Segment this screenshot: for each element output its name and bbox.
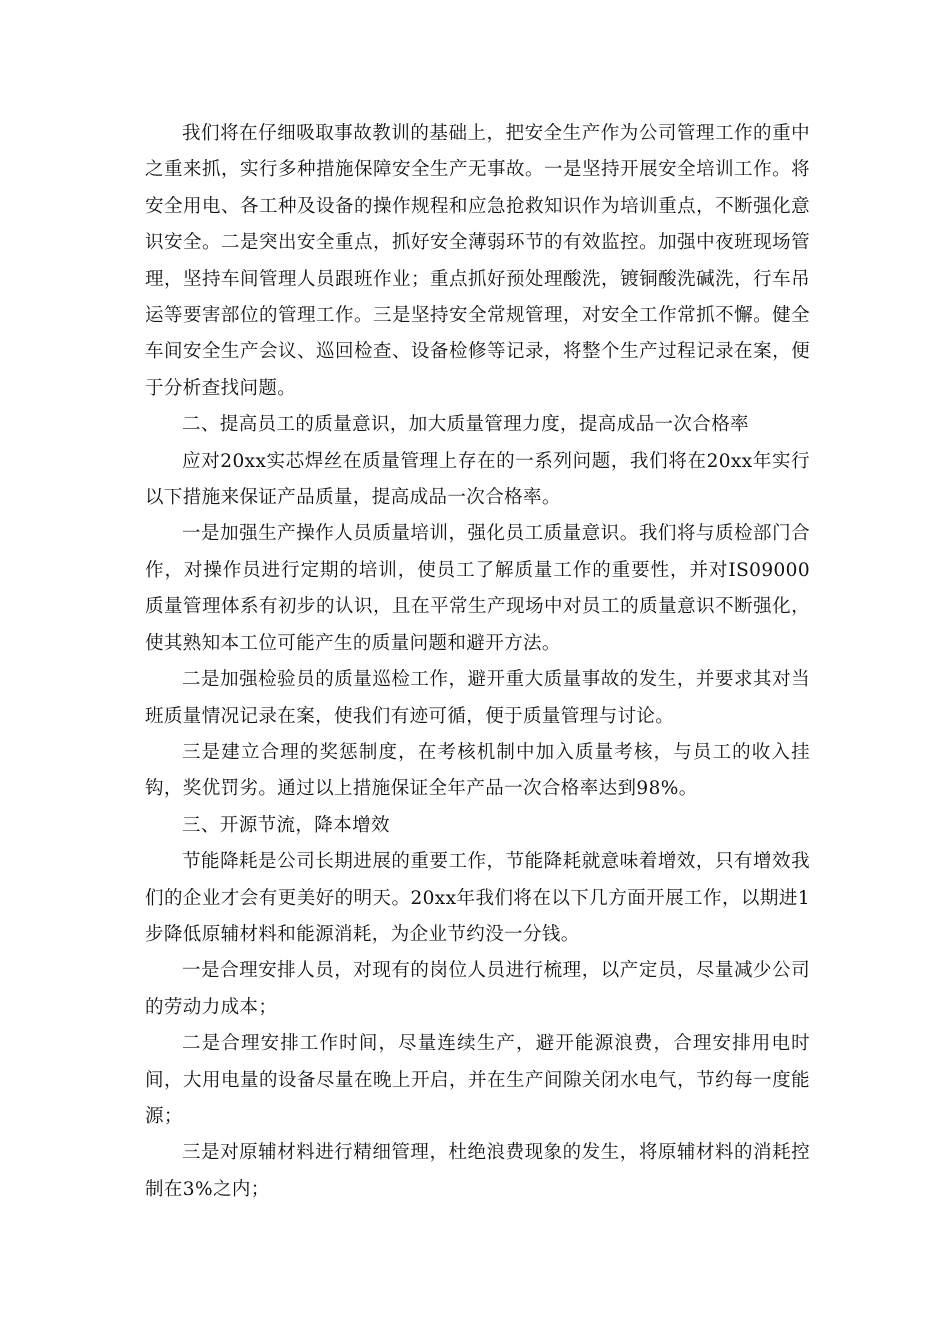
paragraph-work-time: 二是合理安排工作时间，尽量连续生产，避开能源浪费，合理安排用电时间，大用电量的设备尽量在晚上开启，并在生产间隙关闭水电气，节约每一度能源； xyxy=(145,1033,810,1127)
paragraph-energy-saving: 节能降耗是公司长期进展的重要工作，节能降耗就意味着增效，只有增效我们的企业才会有更美好的明天。20xx年我们将在以下几方面开展工作，以期进1步降低原辅材料和能源消耗，为企业节约没一分钱。 xyxy=(145,851,810,945)
paragraph-reward-system: 三是建立合理的奖惩制度，在考核机制中加入质量考核，与员工的收入挂钩，奖优罚劣。通过以上措施保证全年产品一次合格率达到98%。 xyxy=(145,741,810,800)
paragraph-quality-inspection: 二是加强检验员的质量巡检工作，避开重大质量事故的发生，并要求其对当班质量情况记录在案，使我们有迹可循，便于质量管理与讨论。 xyxy=(145,669,810,727)
document-page xyxy=(145,116,810,1208)
paragraph-quality-intro: 应对20xx实芯焊丝在质量管理上存在的一系列问题，我们将在20xx年实行以下措施来保证产品质量，提高成品一次合格率。 xyxy=(145,450,810,509)
paragraph-quality-training: 一是加强生产操作人员质量培训，强化员工质量意识。我们将与质检部门合作，对操作员进行定期的培训，使员工了解质量工作的重要性，并对IS09000质量管理体系有初步的认识，且在平常生产现场中对员工的质量意识不断强化，使其熟知本工位可能产生的质量问题和避开方法。 xyxy=(145,523,810,654)
paragraph-staffing: 一是合理安排人员，对现有的岗位人员进行梳理，以产定员，尽量减少公司的劳动力成本； xyxy=(145,960,810,1018)
paragraph-safety-measures: 我们将在仔细吸取事故教训的基础上，把安全生产作为公司管理工作的重中之重来抓，实行多种措施保障安全生产无事故。一是坚持开展安全培训工作。将安全用电、各工种及设备的操作规程和应急抢救知识作为培训重点，不断强化意识安全。二是突出安全重点，抓好安全薄弱环节的有效监控。加强中夜班现场管理，坚持车间管理人员跟班作业；重点抓好预处理酸洗，镀铜酸洗碱洗，行车吊运等要害部位的管理工作。三是坚持安全常规管理，对安全工作常抓不懈。健全车间安全生产会议、巡回检查、设备检修等记录，将整个生产过程记录在案，便于分析查找问题。 xyxy=(145,123,810,399)
paragraph-materials: 三是对原辅材料进行精细管理，杜绝浪费现象的发生，将原辅材料的消耗控制在3%之内； xyxy=(145,1142,810,1200)
section-heading-quality: 二、提高员工的质量意识，加大质量管理力度，提高成品一次合格率 xyxy=(182,414,750,436)
section-heading-cost: 三、开源节流，降本增效 xyxy=(182,814,390,836)
